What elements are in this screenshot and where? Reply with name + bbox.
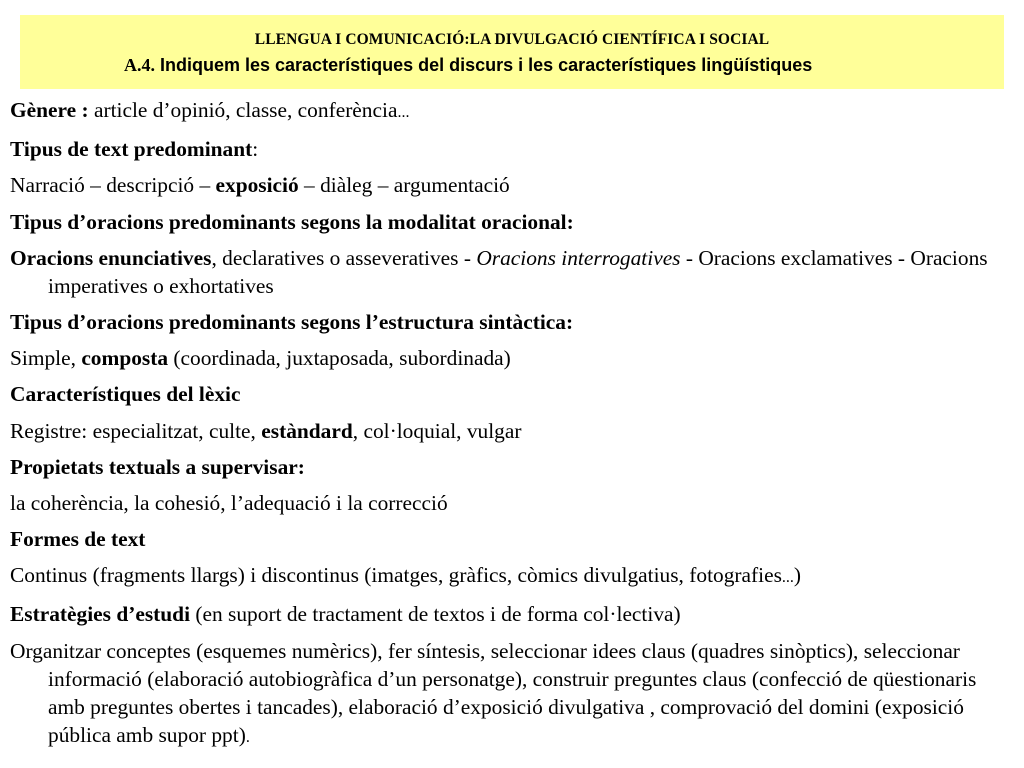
modalitat-heading: Tipus d’oracions predominants segons la modalitat oracional: [10,209,574,234]
registre-text-2: , col·loquial, vulgar [352,418,522,443]
simple-line [10,344,1014,372]
oracions-text-2: - Oracions exclamatives - Oracions imperatives o exhortatives [48,245,988,298]
simple-text-2: (coordinada, juxtaposada, subordinada) [168,346,511,371]
estructura-heading: Tipus d’oracions predominants segons l’estructura sintàctica: [10,309,574,334]
formes-end: ) [793,563,802,588]
formes-text: Continus (fragments llargs) i discontinus (imatges, gràfics, còmics divulgatius, fotografies [10,563,782,588]
header-banner [20,15,1004,89]
estrategies-text: (en suport de tractament de textos i de forma col·lectiva) [190,602,681,627]
narracio-text-1: Narració – descripció – [10,173,216,198]
genere-dots: ... [397,104,410,121]
activity-number: A.4. [124,55,155,75]
oracions-text-1: , declaratives o asseveratives - [211,245,477,270]
narracio-bold: exposició [215,173,299,198]
organitzar-text: Organitzar conceptes (esquemes numèrics), fer síntesis, seleccionar idees claus (quadres sinòptics), seleccionar informació (elaboració autobiogràfica d’un personatge), construir preguntes claus (confecció de qüestionaris amb preguntes obertes i tancades), elaboració d’exposició divulgativa , comprovació del domini (exposició pública amb supor ppt) [10,638,977,747]
propietats-heading: Propietats textuals a supervisar: [10,454,305,479]
tipus-text-heading [10,135,1014,163]
activity-description: Indiquem les característiques del discurs i les característiques lingüístiques [155,55,813,75]
registre-text-1: Registre: especialitzat, culte, [10,418,262,443]
formes-heading: Formes de text [10,527,146,552]
estrategies-line [10,600,1014,628]
oracions-italic: Oracions interrogatives [476,245,681,270]
formes-line [10,561,1014,592]
narracio-text-2: – diàleg – argumentació [298,173,510,198]
organitzar-line [10,637,1014,752]
genere-label: Gènere : [10,98,94,122]
genere-text: article d’opinió, classe, conferència [93,98,398,122]
registre-bold: estàndard [261,418,353,443]
simple-text-1: Simple, [10,346,82,371]
slide-title: LLENGUA I COMUNICACIÓ:LA DIVULGACIÓ CIENTÍFICA I SOCIAL [254,31,770,48]
tipus-text-label: Tipus de text predominant [10,137,253,162]
oracions-bold: Oracions enunciatives [10,245,212,270]
propietats-line: la coherència, la cohesió, l’adequació i la correcció [10,490,448,515]
slide-body [10,96,1014,760]
organitzar-dot: . [245,728,250,746]
narracio-line [10,171,1014,199]
estrategies-bold: Estratègies d’estudi [10,602,191,627]
lexic-heading: Característiques del lèxic [10,382,241,407]
tipus-text-colon: : [252,137,259,162]
registre-line [10,417,1014,445]
formes-dots: ... [781,569,794,587]
genere-line [10,96,1014,127]
slide-subtitle [124,55,812,76]
oracions-line [10,244,1014,300]
simple-bold: composta [81,346,169,371]
